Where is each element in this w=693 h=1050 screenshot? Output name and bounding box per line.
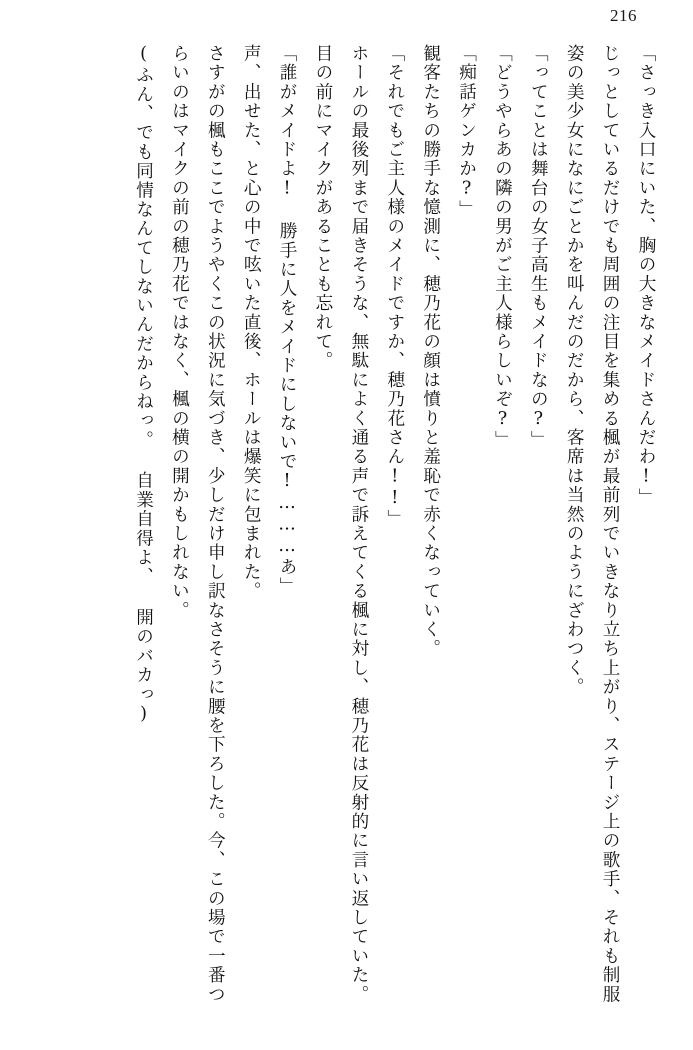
paragraph: 「さっき入口にいた、胸の大きなメイドさんだわ!」 xyxy=(636,44,656,508)
paragraph: じっとしているだけでも周囲の注目を集める楓が最前列でいきなり立ち上がり、ステージ上の歌手、それも制服姿の美少女になにごとかを叫んだのだから、客席は当然のようにざわつく。 xyxy=(564,44,621,1004)
page-number: 216 xyxy=(610,6,637,25)
paragraph: ホールの最後列まで届きそうな、無駄によく通る声で訴えてくる楓に対し、穂乃花は反射的に言い返していた。目の前にマイクがあることも忘れて。 xyxy=(312,44,369,1004)
paragraph: 「どうやらあの隣の男がご主人様らしいぞ?」 xyxy=(492,44,513,450)
paragraph: 声、出せた、と心の中で呟いた直後、ホールは爆笑に包まれた。 xyxy=(241,44,262,601)
paragraph: 観客たちの勝手な憶測に、穂乃花の顔は憤りと羞恥で赤くなっていく。 xyxy=(420,44,441,659)
paragraph: 「誰がメイドよ! 勝手に人をメイドにしないで!………あ」 xyxy=(277,44,298,596)
paragraph: 「ってことは舞台の女子高生もメイドなの?」 xyxy=(528,44,549,450)
paragraph: 「それでもご主人様のメイドですか、穂乃花さん!!」 xyxy=(384,44,405,529)
page-body-text xyxy=(30,44,663,1004)
paragraph: さすがの楓もここでようやくこの状況に気づき、少しだけ申し訳なさそうに腰を下ろした。今、この場で一番つらいのはマイクの前の穂乃花ではなく、楓の横の開かもしれない。 xyxy=(169,44,226,1004)
paragraph: 「痴話ゲンカか?」 xyxy=(456,44,477,220)
paragraph: (ふん、でも同情なんてしないんだからねっ。 自業自得よ、 開のバカっ) xyxy=(133,44,154,726)
